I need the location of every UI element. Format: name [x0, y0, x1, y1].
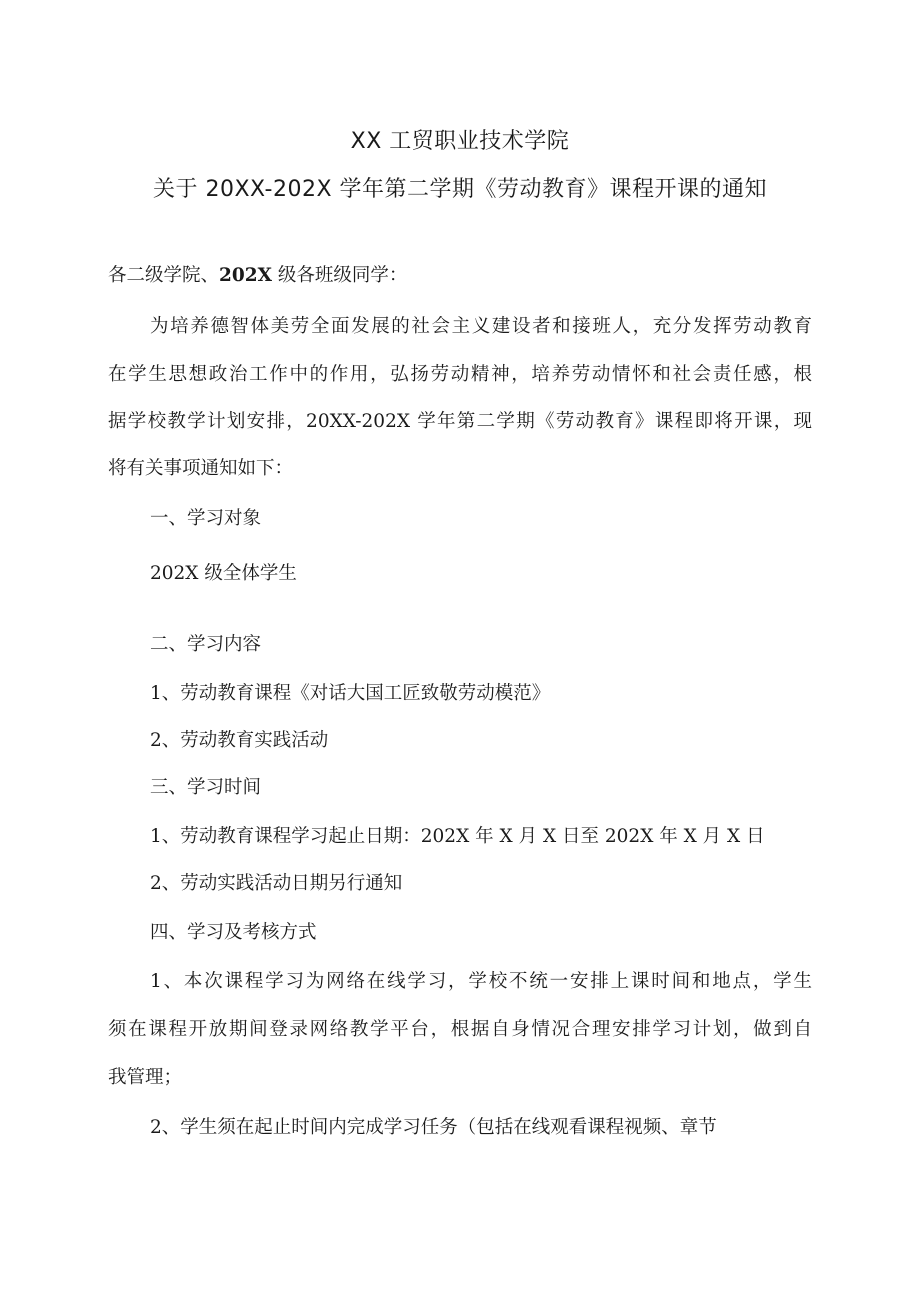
- section-2-item-1: 1、劳动教育课程《对话大国工匠致敬劳动模范》: [150, 683, 551, 704]
- section-4-item-1-line-3: 我管理；: [108, 1067, 183, 1088]
- intro-line-3: 据学校教学计划安排，20XX-202X 学年第二学期《劳动教育》课程即将开课，现: [108, 411, 812, 432]
- salutation-suffix: 级各班级同学：: [272, 265, 408, 286]
- intro-line-4: 将有关事项通知如下：: [108, 458, 294, 479]
- section-4-item-2-line-1: 2、学生须在起止时间内完成学习任务（包括在线观看课程视频、章节: [150, 1117, 717, 1138]
- salutation: [108, 264, 407, 288]
- section-2-item-2: 2、劳动教育实践活动: [150, 730, 329, 751]
- notice-title: 关于 20XX-202X 学年第二学期《劳动教育》课程开课的通知: [152, 177, 768, 202]
- section-4-item-1-line-2: 须在课程开放期间登录网络教学平台，根据自身情况合理安排学习计划，做到自: [108, 1019, 812, 1040]
- salutation-year: 202X: [219, 265, 272, 286]
- section-2-heading: 二、学习内容: [150, 634, 262, 655]
- section-4-heading: 四、学习及考核方式: [150, 922, 317, 943]
- section-3-item-2: 2、劳动实践活动日期另行通知: [150, 873, 403, 894]
- section-3-heading: 三、学习时间: [150, 777, 262, 798]
- section-4-item-1-line-1: 1、本次课程学习为网络在线学习，学校不统一安排上课时间和地点，学生: [150, 971, 812, 992]
- intro-line-1: 为培养德智体美劳全面发展的社会主义建设者和接班人，充分发挥劳动教育: [150, 316, 812, 337]
- salutation-prefix: 各二级学院、: [108, 265, 220, 286]
- section-1-content: 202X 级全体学生: [150, 563, 297, 584]
- section-1-heading: 一、学习对象: [150, 508, 262, 529]
- section-3-item-1: 1、劳动教育课程学习起止日期：202X 年 X 月 X 日至 202X 年 X 月 X 日: [150, 826, 765, 847]
- intro-line-2: 在学生思想政治工作中的作用，弘扬劳动精神，培养劳动情怀和社会责任感，根: [108, 364, 812, 385]
- school-name: XX 工贸职业技术学院: [350, 129, 570, 154]
